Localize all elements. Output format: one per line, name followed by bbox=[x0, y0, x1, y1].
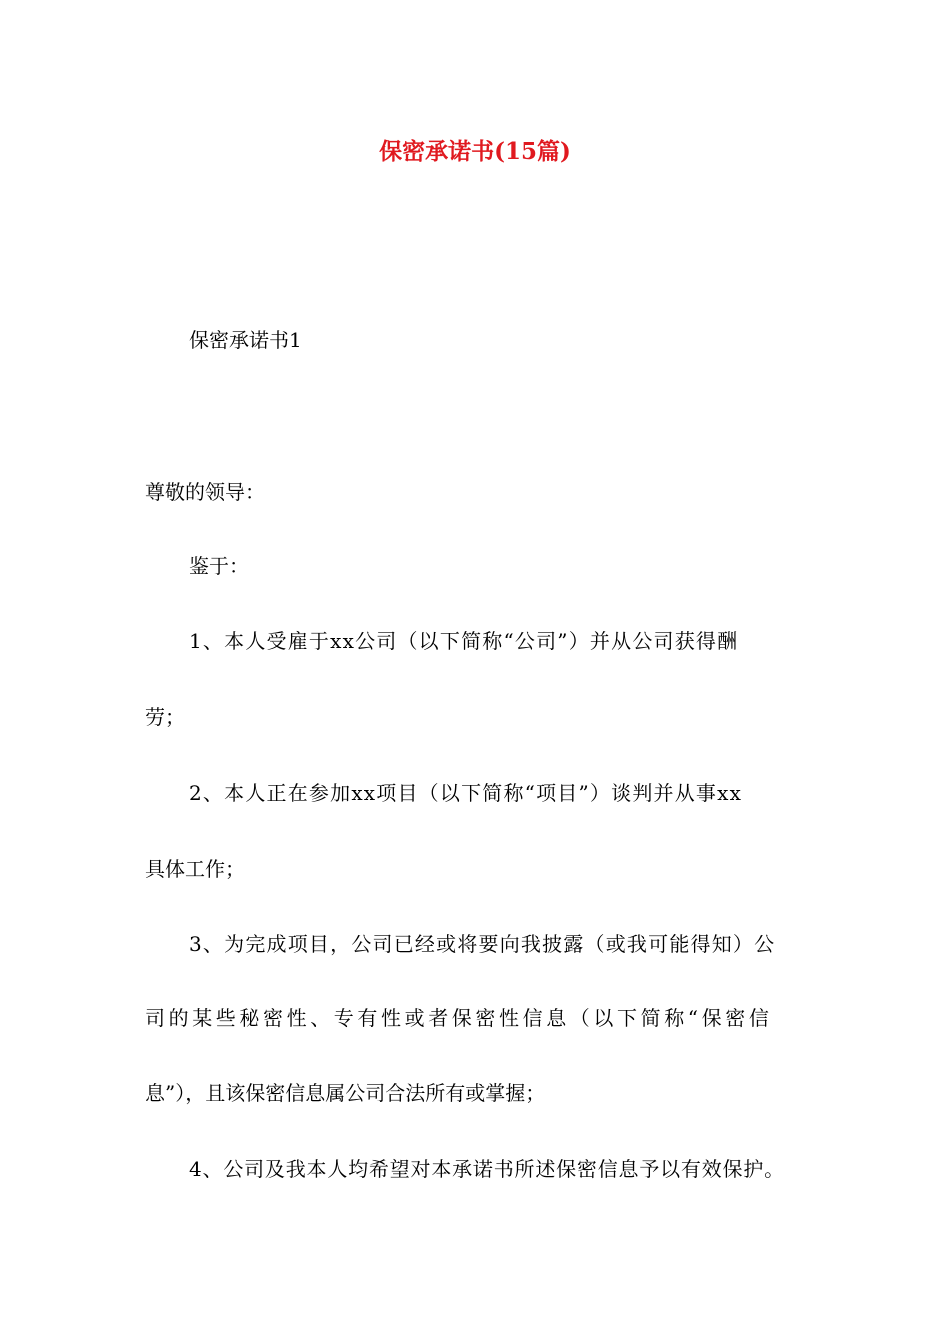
paragraph-line: 2、本人正在参加xx项目（以下简称“项目”）谈判并从事xx bbox=[189, 781, 743, 805]
paragraph-line: 劳； bbox=[145, 705, 185, 729]
paragraph-line: 息”），且该保密信息属公司合法所有或掌握； bbox=[145, 1081, 546, 1105]
section-heading: 保密承诺书1 bbox=[189, 328, 302, 352]
paragraph-line: 鉴于： bbox=[189, 554, 249, 578]
paragraph-line: 司的某些秘密性、专有性或者保密性信息（以下简称“保密信 bbox=[145, 1006, 773, 1030]
paragraph-line: 4、公司及我本人均希望对本承诺书所述保密信息予以有效保护。 bbox=[189, 1157, 785, 1181]
paragraph-line: 1、本人受雇于xx公司（以下简称“公司”）并从公司获得酬 bbox=[189, 629, 739, 653]
salutation: 尊敬的领导： bbox=[145, 480, 265, 504]
paragraph-line: 3、为完成项目，公司已经或将要向我披露（或我可能得知）公 bbox=[189, 932, 776, 956]
document-title: 保密承诺书(15篇) bbox=[379, 138, 571, 165]
paragraph-line: 具体工作； bbox=[145, 857, 245, 881]
